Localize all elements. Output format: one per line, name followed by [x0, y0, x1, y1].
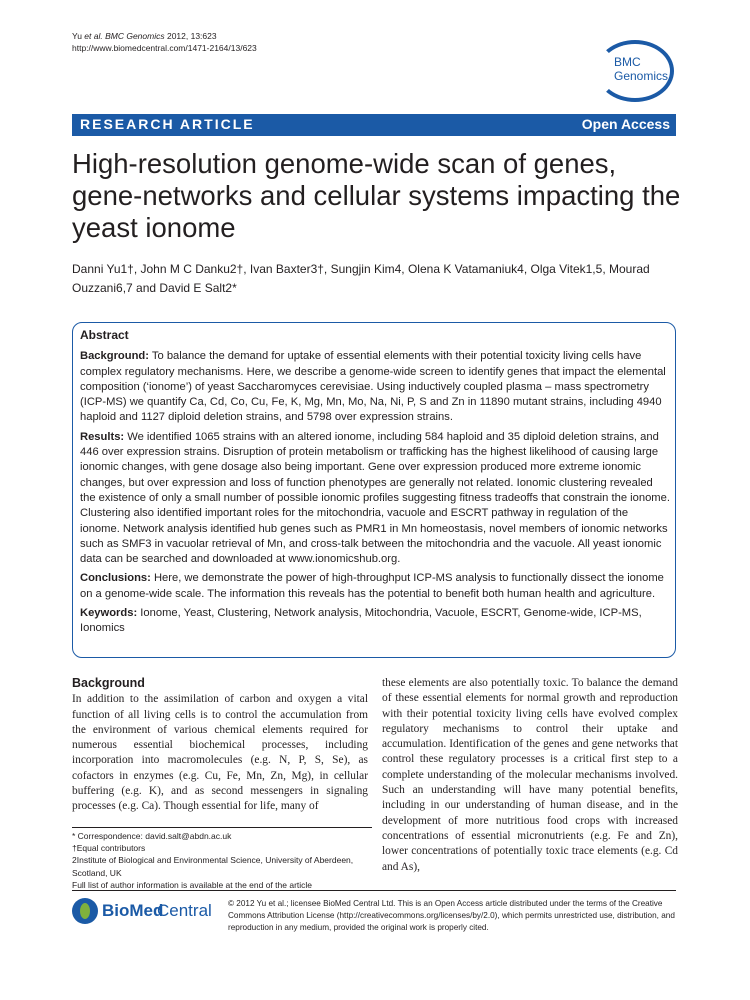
cite-journal: et al. BMC Genomics — [84, 31, 165, 41]
journal-badge-line1: BMC — [614, 55, 641, 69]
abstract-results — [80, 430, 670, 568]
abstract — [80, 328, 670, 641]
journal-badge-line2: Genomics — [614, 69, 669, 83]
body-paragraph-left: In addition to the assimilation of carbon and oxygen a vital function of all living cells is to control the accumulation from the environment of various chemical elements required for numerous essential biochemical processes, including incorporation into macromolecules (e.g. N, P, S, Se), as cofactors in enzymes (e.g. Cu, Fe, Mn, Zn, Mg), in cellular buffering (e.g. K), and as second messengers in signaling processes (e.g. Ca). Though essential for life, many of — [72, 693, 368, 813]
author-list: Danni Yu1†, John M C Danku2†, Ivan Baxter3†, Sungjin Kim4, Olena K Vatamaniuk4, Olga Vitek1,5, Mourad Ouzzani6,7 and David E Salt2* — [72, 262, 650, 295]
footnote-correspondence: * Correspondence: david.salt@abdn.ac.uk — [72, 831, 232, 841]
abstract-heading: Abstract — [80, 328, 129, 342]
open-access-label: Open Access — [581, 116, 670, 132]
logo-text-regular: Central — [157, 901, 212, 920]
body-column-right — [382, 676, 678, 875]
abstract-keywords — [80, 606, 670, 637]
article-url[interactable]: http://www.biomedcentral.com/1471-2164/13/623 — [72, 43, 257, 53]
background-text: To balance the demand for uptake of essential elements with their potential toxicity living cells have complex regulatory mechanisms. Here, we describe a genome-wide screen to identify genes that impact the elemental composition (‘ionome’) of yeast Saccharomyces cerevisiae. Using inductively coupled plasma – mass spectrometry (ICP-MS) we quantify Ca, Cd, Co, Cu, Fe, K, Mg, Mn, Mo, Na, Ni, P, S and Zn in 11890 mutant strains, including 4940 haploid and 1127 diploid deletion strains, and 5798 over expression strains. — [80, 350, 666, 424]
article-type-banner — [72, 114, 676, 136]
footnote-equal: †Equal contributors — [72, 843, 146, 854]
abstract-conclusions — [80, 571, 670, 602]
results-text: We identified 1065 strains with an altered ionome, including 584 haploid and 35 diploid deletion strains, and 446 over expression strains. Disruption of protein metabolism or trafficking has the highest likelihood of causing large ionomic changes, with gene dosage also being important. Gene over expression produced more extreme ionomic changes, but over expression and loss of function phenotypes are generally not related. Ionomic clustering revealed the existence of only a small number of possible ionomic profiles suggesting fitness tradeoffs that constrain the ionome. Clustering also identified important roles for the mitochondria, vacuole and ESCRT pathway in regulation of the ionome. Network analysis identified hub genes such as PMR1 in Mn homeostasis, novel members of ionomic networks such as SMF3 in vacuolar retrieval of Mn, and cross-talk between the mitochondria and the vacuole. All yeast ionomic data can be searched and downloaded at www.ionomicshub.org. — [80, 430, 670, 566]
footer-divider — [72, 890, 676, 891]
conclusions-label: Conclusions: — [80, 572, 151, 585]
results-label: Results: — [80, 430, 125, 443]
footnote-full-list: Full list of author information is available at the end of the article — [72, 879, 313, 890]
cite-authors: Yu — [72, 31, 85, 41]
body-column-left — [72, 676, 368, 815]
biomed-logo-icon — [72, 898, 98, 924]
body-paragraph-right: these elements are also potentially toxic. To balance the demand of these essential elements for normal growth and reproduction with their potential toxicity living cells have evolved complex regulatory mechanisms to control their uptake and accumulation. Identification of the genes and gene networks that control these regulatory processes is a critical first step to a complete understanding of the molecular mechanisms involved. Such an understanding will have many potential benefits, including in our understanding of human disease, and in the development of more nutritious food crops with increased concentrations of essential micronutrients (e.g. Fe and Zn), lower concentrations of potentially toxic trace elements (e.g. Cd and As), — [382, 677, 678, 873]
license-text: © 2012 Yu et al.; licensee BioMed Central Ltd. This is an Open Access article distributed under the terms of the Creative Commons Attribution License (http://creativecommons.org/licenses/by/2.0), which permits unrestricted use, distribution, and reproduction in any medium, provided the original work is properly cited. — [228, 899, 675, 932]
footnotes — [72, 827, 372, 891]
logo-text-bold: BioMed — [102, 901, 164, 920]
background-label: Background: — [80, 350, 149, 363]
keywords-text: Ionome, Yeast, Clustering, Network analysis, Mitochondria, Vacuole, ESCRT, Genome-wide, ICP-MS, Ionomics — [80, 607, 642, 635]
article-title: High-resolution genome-wide scan of genes, gene-networks and cellular systems impacting the yeast ionome — [72, 148, 681, 243]
cite-volume: 2012, 13:623 — [164, 31, 217, 41]
section-heading-background: Background — [72, 676, 145, 690]
conclusions-text: Here, we demonstrate the power of high-throughput ICP-MS analysis to functionally dissect the ionome on a genome-wide scale. The information this reveals has the potential to benefit both human health and agriculture. — [80, 572, 664, 600]
citation-header — [72, 30, 257, 54]
article-type-label: RESEARCH ARTICLE — [80, 116, 255, 132]
footnote-affiliation: 2Institute of Biological and Environmental Science, University of Aberdeen, Scotland, UK — [72, 855, 354, 878]
abstract-background — [80, 349, 670, 425]
keywords-label: Keywords: — [80, 607, 138, 620]
publisher-logo — [72, 898, 212, 924]
journal-logo — [596, 40, 684, 98]
